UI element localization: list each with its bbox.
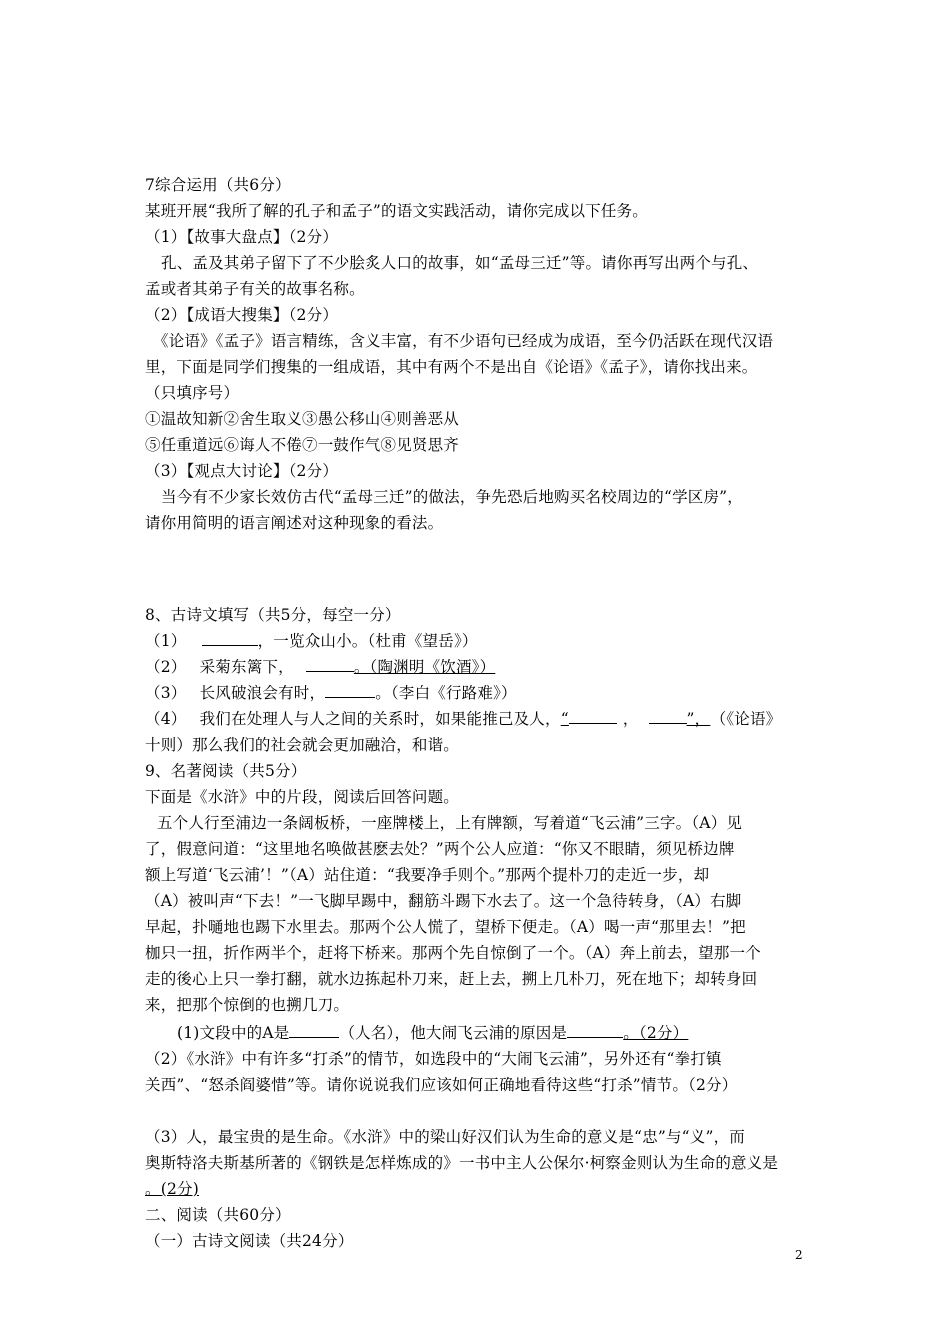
q8-item1-blank[interactable]: [202, 629, 258, 646]
q7-idioms-row2: ⑤任重道远⑥诲人不倦⑦一鼓作气⑧见贤思齐: [145, 436, 460, 454]
q8-item1-text: ，一览众山小。（杜甫《望岳》）: [257, 632, 478, 650]
page-number: 2: [795, 1248, 803, 1262]
q9-intro: 下面是《水浒》中的片段，阅读后回答问题。: [145, 788, 460, 806]
q8-item3-blank[interactable]: [325, 681, 375, 698]
q9-sub3-line1: （3）人，最宝贵的是生命。《水浒》中的梁山好汉们认为生命的意义是“忠”与“义”，而: [145, 1128, 746, 1146]
q8-item4-blank2[interactable]: [649, 707, 687, 724]
q7-task1-heading: （1）【故事大盘点】（2分）: [145, 228, 339, 246]
q9-passage-line4: （A）被叫声“下去！”一飞脚早踢中，翻筋斗踢下水去了。这一个急待转身，（A）右脚: [145, 892, 742, 910]
q9-passage-line5: 早起，扑嗵地也踢下水里去。那两个公人慌了，望桥下便走。（A）喝一声“那里去！”把: [145, 918, 746, 936]
q8-item2-blank[interactable]: [306, 655, 354, 672]
q7-task2-line2: 里，下面是同学们搜集的一组成语，其中有两个不是出自《论语》《孟子》，请你找出来。: [145, 358, 758, 376]
q9-passage-line7: 走的後心上只一拳打翻，就水边拣起朴刀来，赶上去，搠上几朴刀，死在地下；却转身回: [145, 970, 758, 988]
q9-sub2-line1: （2）《水浒》中有许多“打杀”的情节，如选段中的“大闹飞云浦”，另外还有“拳打镇: [145, 1050, 722, 1068]
q8-item4: [145, 707, 825, 731]
q8-item4-open-quote: “: [560, 710, 569, 728]
q7-idioms-row1: ①温故知新②舍生取义③愚公移山④则善恶从: [145, 410, 460, 428]
q8-item3-number: （3）: [145, 684, 187, 702]
q8-item2-source: 。（陶渊明《饮酒》）: [353, 658, 496, 676]
q7-task2-line1: 《论语》《孟子》语言精练，含义丰富，有不少语句已经成为成语，至今仍活跃在现代汉语: [153, 332, 774, 350]
q7-task2-line3: （只填序号）: [145, 384, 240, 402]
q8-title: 8、古诗文填写（共5分，每空一分）: [145, 606, 401, 624]
q7-task3-heading: （3）【观点大讨论】（2分）: [145, 462, 339, 480]
q9-passage-line6: 枷只一扭，折作两半个，赶将下桥来。那两个先自惊倒了一个。（A）奔上前去，望那一个: [145, 944, 761, 962]
q8-item4-number: （4）: [145, 710, 187, 728]
q7-task3-line2: 请你用简明的语言阐述对这种现象的看法。: [145, 514, 444, 532]
section2-title: 二、阅读（共60分）: [145, 1206, 291, 1224]
q8-item1: [145, 629, 825, 653]
q9-passage-line2: 了，假意问道：“这里地名唤做甚麽去处？”两个公人应道：“你又不眼睛，须见桥边牌: [145, 840, 735, 858]
q7-task2-heading: （2）【成语大搜集】（2分）: [145, 306, 339, 324]
q7-task3-line1: 当今有不少家长效仿古代“孟母三迁”的做法，争先恐后地购买名校周边的“学区房”，: [161, 488, 743, 506]
q8-item1-number: （1）: [145, 632, 187, 650]
q8-item4-comma: ，: [622, 710, 639, 728]
q8-item4-line2: 十则）那么我们的社会就会更加融洽，和谐。: [145, 736, 460, 754]
section2-subtitle: （一）古诗文阅读（共24分）: [145, 1232, 354, 1250]
q8-item3: [145, 681, 825, 705]
q8-item4-close-quote: ”，: [686, 710, 711, 728]
q8-item3-text: 长风破浪会有时，: [199, 684, 326, 702]
q7-task1-line1: 孔、孟及其弟子留下了不少脍炙人口的故事，如“孟母三迁”等。请你再写出两个与孔、: [161, 254, 759, 272]
q8-item2: [145, 655, 825, 679]
q9-sub2-line2: 关西”、“怒杀阎婆惜”等。请你说说我们应该如何正确地看待这些“打杀”情节。（2分）: [145, 1076, 738, 1094]
q8-item4-source: （《论语》: [718, 710, 782, 728]
q7-title: 7综合运用（共6分）: [145, 176, 291, 194]
q9-sub1-middle: （人名），他大闹飞云浦的原因是: [339, 1024, 568, 1042]
q9-passage-line1: 五个人行至浦边一条阔板桥，一座牌楼上，上有牌额，写着道“飞云浦”三字。（A）见: [157, 814, 743, 832]
q8-item2-number: （2）: [145, 658, 187, 676]
q9-sub1-blank-reason[interactable]: [567, 1021, 623, 1038]
q8-item2-text: 采菊东篱下，: [199, 658, 294, 676]
q9-passage-line8: 来，把那个惊倒的也搠几刀。: [145, 996, 350, 1014]
q9-sub1-end: 。（2分）: [623, 1024, 689, 1042]
q9-passage-line3: 额上写道‘飞云浦’！”（A）站住道：“我要净手则个。”那两个提朴刀的走近一步，却: [145, 866, 710, 884]
q9-sub1: [177, 1021, 857, 1045]
q9-sub3-line3: 。(2分): [145, 1180, 199, 1198]
q9-sub1-blank-name[interactable]: [289, 1021, 339, 1038]
q8-item3-source: 。（李白《行路难》）: [375, 684, 517, 702]
q9-sub3-line2: 奥斯特洛夫斯基所著的《钢铁是怎样炼成的》一书中主人公保尔·柯察金则认为生命的意义是: [145, 1154, 779, 1172]
q7-intro: 某班开展“我所了解的孔子和孟子”的语文实践活动，请你完成以下任务。: [145, 202, 648, 220]
q9-title: 9、名著阅读（共5分）: [145, 762, 307, 780]
q9-sub1-lead: (1)文段中的A是: [177, 1024, 290, 1042]
q7-task1-line2: 孟或者其弟子有关的故事名称。: [145, 280, 365, 298]
q8-item4-text: 我们在处理人与人之间的关系时，如果能推己及人，: [199, 710, 561, 728]
q8-item4-blank1[interactable]: [569, 707, 617, 724]
